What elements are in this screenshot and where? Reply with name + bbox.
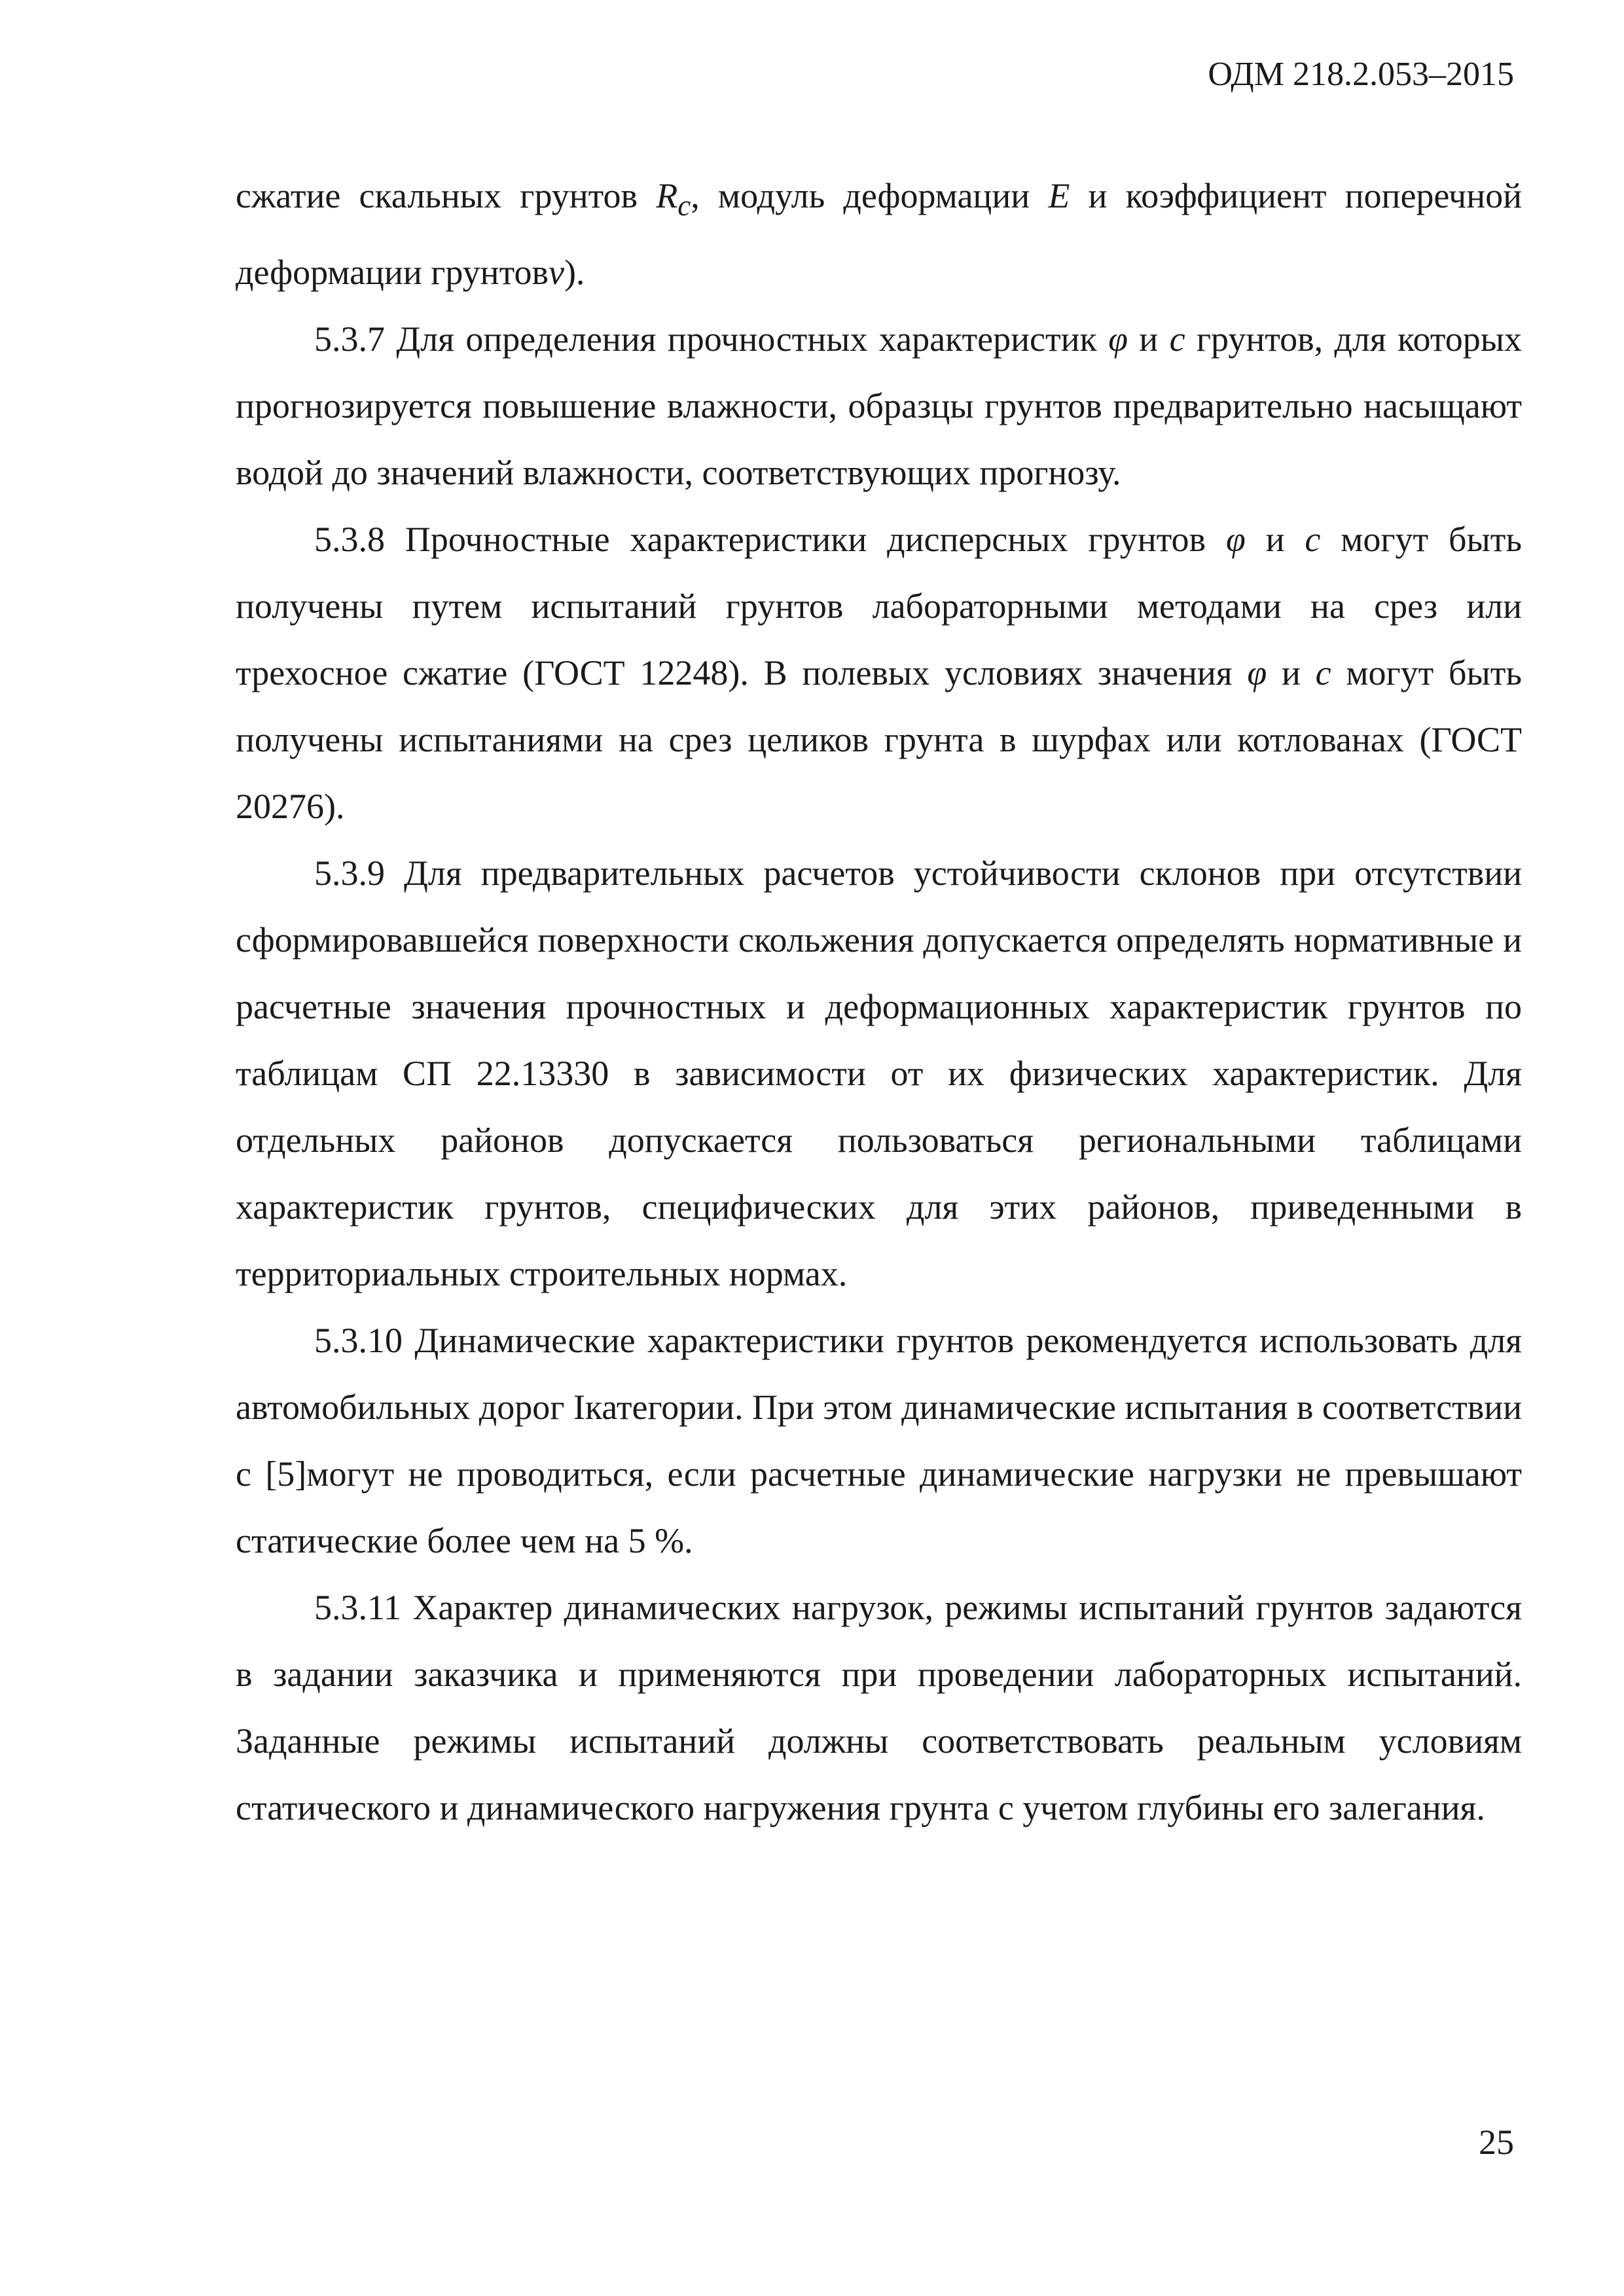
text-run: и bbox=[1127, 319, 1170, 359]
document-body bbox=[236, 162, 1522, 1841]
text-run: ). bbox=[564, 252, 585, 292]
text-run: сжатие скальных грунтов bbox=[236, 176, 657, 215]
text-run: 5.3.7 Для определения прочностных характеристик bbox=[314, 319, 1109, 359]
page-number: 25 bbox=[1479, 2123, 1514, 2162]
text-run: 5.3.8 Прочностные характеристики дисперсных грунтов bbox=[314, 519, 1226, 559]
symbol-c: с bbox=[1305, 519, 1321, 559]
text-run: грунтов, для которых прогнозируется повышение влажности, образцы грунтов предварительно насыщают водой до значений влажности, соответствующих прогнозу. bbox=[236, 319, 1523, 492]
symbol-subscript-c: c bbox=[677, 188, 691, 222]
paragraph-5-3-11: 5.3.11 Характер динамических нагрузок, режимы испытаний грунтов задаются в задании заказчика и применяются при проведении лабораторных испытаний. Заданные режимы испытаний должны соответствовать реальным условиям статического и динамического нагружения грунта с учетом глубины его залегания. bbox=[236, 1587, 1522, 1827]
symbol-r: R bbox=[656, 176, 678, 215]
text-run: и bbox=[1267, 653, 1316, 692]
text-run: и коэффициент поперечной деформации грунтов bbox=[236, 176, 1522, 292]
document-code-header: ОДМ 218.2.053–2015 bbox=[1208, 56, 1514, 93]
symbol-phi: φ bbox=[1247, 653, 1267, 692]
symbol-phi: φ bbox=[1225, 519, 1246, 559]
paragraph-5-3-10: 5.3.10 Динамические характеристики грунтов рекомендуется использовать для автомобильных дорог Iкатегории. При этом динамические испытания в соответствии с [5]могут не проводиться, если расчетные динамические нагрузки не превышают статические более чем на 5 %. bbox=[236, 1320, 1523, 1560]
symbol-phi: φ bbox=[1108, 319, 1128, 359]
text-run: , модуль деформации bbox=[691, 176, 1049, 215]
paragraph-continuation bbox=[236, 162, 1522, 306]
text-run: могут быть получены путем испытаний грунтов лабораторными методами на срез или трехосное сжатие (ГОСТ 12248). В полевых условиях значения bbox=[236, 519, 1522, 692]
symbol-nu: ν bbox=[548, 252, 564, 292]
text-run: и bbox=[1245, 519, 1305, 559]
symbol-c: с bbox=[1315, 653, 1331, 692]
text-run: могут быть получены испытаниями на срез целиков грунта в шурфах или котлованах (ГОСТ 20276). bbox=[236, 653, 1522, 826]
symbol-c: с bbox=[1169, 319, 1185, 359]
paragraph-5-3-8 bbox=[236, 506, 1522, 840]
paragraph-5-3-7 bbox=[236, 306, 1522, 506]
symbol-e: E bbox=[1048, 176, 1070, 215]
paragraph-5-3-9: 5.3.9 Для предварительных расчетов устойчивости склонов при отсутствии сформировавшейся поверхности скольжения допускается определять нормативные и расчетные значения прочностных и деформационных характеристик грунтов по таблицам СП 22.13330 в зависимости от их физических характеристик. Для отдельных районов допускается пользоваться региональными таблицами характеристик грунтов, специфических для этих районов, приведенными в территориальных строительных нормах. bbox=[236, 853, 1522, 1293]
symbol-rc bbox=[656, 176, 691, 222]
